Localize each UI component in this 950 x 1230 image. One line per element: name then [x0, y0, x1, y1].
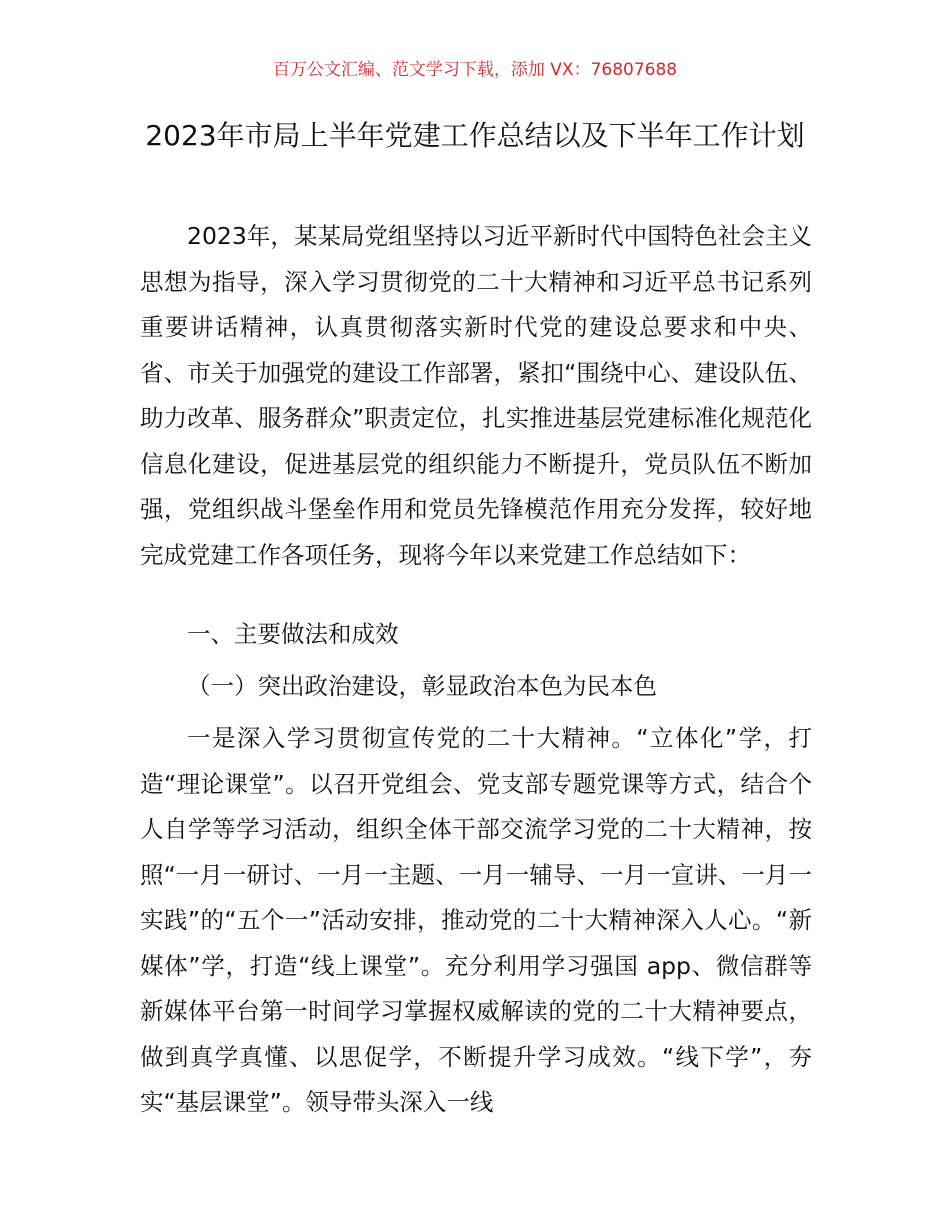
body-paragraph: 一是深入学习贯彻宣传党的二十大精神。“立体化”学，打造“理论课堂”。以召开党组会、党支部专题党课等方式，结合个人自学等学习活动，组织全体干部交流学习党的二十大精神，按照“一月一研讨、一月一主题、一月一辅导、一月一宣讲、一月一实践”的“五个一”活动安排，推动党的二十大精神深入人心。“新媒体”学，打造“线上课堂”。充分利用学习强国 app、微信群等新媒体平台第一时间学习掌握权威解读的党的二十大精神要点，做到真学真懂、以思促学，不断提升学习成效。“线下学”，夯实“基层课堂”。领导带头深入一线 [140, 724, 812, 1116]
intro-paragraph: 2023年，某某局党组坚持以习近平新时代中国特色社会主义思想为指导，深入学习贯彻党的二十大精神和习近平总书记系列重要讲话精神，认真贯彻落实新时代党的建设总要求和中央、省、市关于加强党的建设工作部署，紧扣“围绕中心、建设队伍、助力改革、服务群众”职责定位，扎实推进基层党建标准化规范化信息化建设，促进基层党的组织能力不断提升，党员队伍不断加强，党组织战斗堡垒作用和党员先锋模范作用充分发挥，较好地完成党建工作各项任务，现将今年以来党建工作总结如下： [140, 222, 812, 569]
document-title: 2023年市局上半年党建工作总结以及下半年工作计划 [145, 119, 805, 152]
section-heading: 一、主要做法和成效 [187, 620, 399, 648]
watermark-header: 百万公文汇编、范文学习下载，添加 VX：76807688 [272, 60, 678, 80]
subsection-heading: （一）突出政治建设，彰显政治本色为民本色 [187, 672, 657, 700]
